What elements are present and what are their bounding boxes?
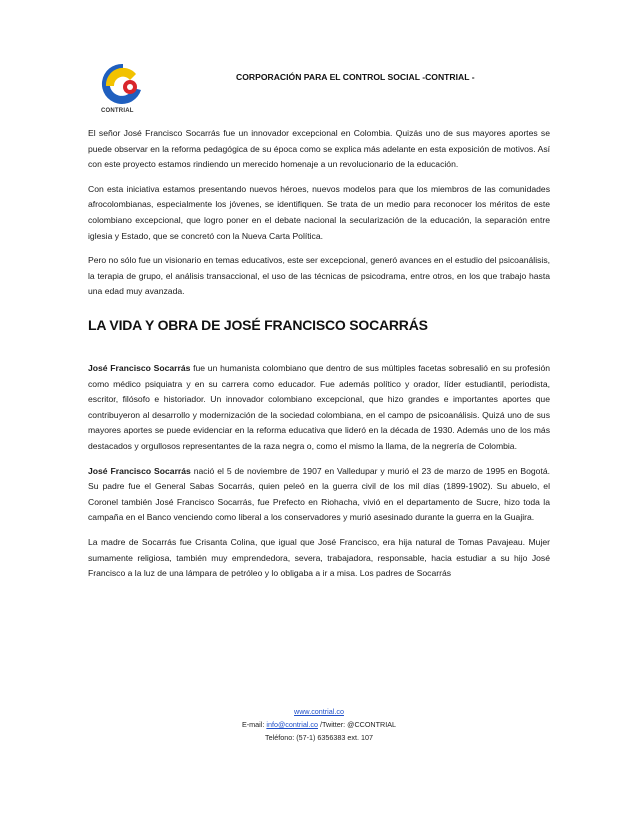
paragraph-text: fue un humanista colombiano que dentro de sus múltiples facetas sobresalió en su profesión como médico psiquiatra y en su carrera como educador. Fue además político y orador, líder estudiantil, periodista, escritor, filósofo e historiador. Un innovador colombiano excepcional, que hizo grandes e importantes aportes que contribuyeron al desarrollo y modernización de la sociedad colombiana, en el campo de psicoanálisis. Quizá uno de sus mayores aportes se puede evidenciar en la reforma educativa que lideró en la década de 1930. Además uno de los más destacados y orgullosos representantes de la raza negra o, como el mismo la llama, de la negrería de Colombia. [88,363,551,451]
intro-paragraph-1: El señor José Francisco Socarrás fue un innovador excepcional en Colombia. Quizás uno de sus mayores aportes se puede observar en la reforma pedagógica de su época como se explica más adelante en esta exposición de motivos. Así con este proyecto estamos rindiendo un merecido homenaje a un revolucionario de la educación. [88,128,550,170]
logo-label: CONTRIAL [101,108,134,114]
person-name: José Francisco Socarrás [88,465,191,476]
section-paragraph-2 [88,464,550,526]
footer-contact-line [0,720,638,729]
intro-paragraph-2: Con esta iniciativa estamos presentando nuevos héroes, nuevos modelos para que los miembros de las comunidades afrocolombianas, especialmente los jóvenes, se identifiquen. Se trata de un medio para reconocer los méritos de este colombiano excepcional, que logro poner en el debate nacional la secularización de la educación, la separación entre iglesia y Estado, que se concretó con la Nueva Carta Política. [88,183,550,241]
section-paragraph-1 [88,361,550,455]
section-paragraph-3: La madre de Socarrás fue Crisanta Colina, que igual que José Francisco, era hija natural de Tomas Pavajeau. Mujer sumamente religiosa, también muy emprendedora, severa, trabajadora, responsable, hacia estudiar a su hijo José Francisco a la luz de una lámpara de petróleo y lo obligaba a ir a misa. Los padres de Socarrás [88,536,550,579]
footer-phone-line: Teléfono: (57-1) 6356383 ext. 107 [265,733,373,742]
website-link[interactable]: www.contrial.co [294,707,344,716]
email-link[interactable]: info@contrial.co [266,720,319,729]
footer-website-line [0,707,638,716]
intro-paragraph-3: Pero no sólo fue un visionario en temas educativos, este ser excepcional, generó avances en el estudio del psicoanálisis, la terapia de grupo, el análisis transaccional, el uso de las técnicas de psicodrama, entre otros, en los que trabajo hasta una edad muy avanzada. [88,255,550,297]
paragraph-text: nació el 5 de noviembre de 1907 en Valledupar y murió el 23 de marzo de 1995 en Bogotá. Su padre fue el General Sabas Socarrás, quien peleó en la guerra civil de los mil días (1899-1902). Su abuelo, el Coronel también José Francisco Socarrás, fue Prefecto en Riohacha, vivió en el departamento de Sucre, hizo toda la campaña en el Banco venciendo como liberal a los conservadores y murió asesinado durante la guerra en la Guajira. [88,465,551,523]
email-prefix: E-mail: [241,720,267,729]
page-header-title: CORPORACIÓN PARA EL CONTROL SOCIAL -CONTRIAL - [236,72,475,82]
section-text [88,361,550,591]
twitter-text: /Twitter: @CCONTRIAL [318,720,396,729]
person-name: José Francisco Socarrás [88,363,191,373]
intro-text [88,126,550,309]
section-heading: LA VIDA Y OBRA DE JOSÉ FRANCISCO SOCARRÁS [88,317,428,333]
